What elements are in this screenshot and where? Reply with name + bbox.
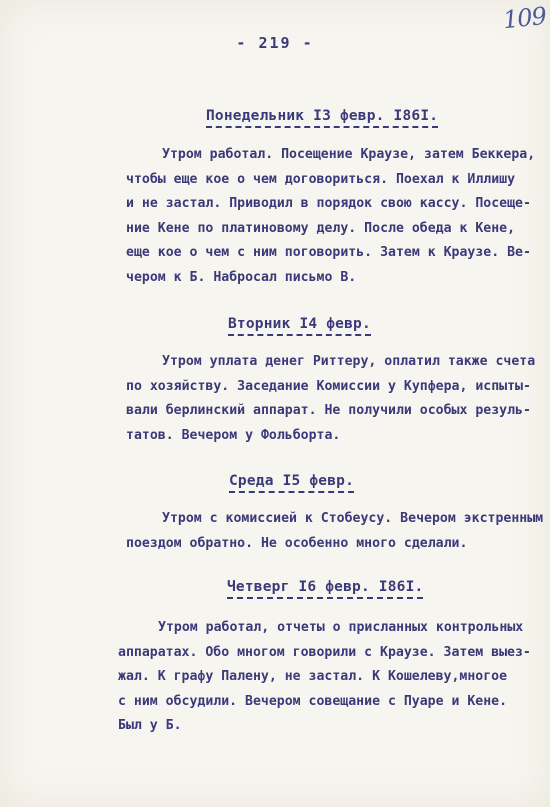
- text-line: Утром уплата денег Риттеру, оплатил также счета: [162, 354, 536, 369]
- entry-heading-tuesday: [228, 316, 371, 336]
- text-line: Был у Б.: [118, 718, 182, 734]
- entry-heading-wednesday: [229, 473, 354, 493]
- entry-heading-text: Среда I5 февр.: [229, 473, 355, 489]
- entry-text-wednesday: [126, 507, 543, 556]
- text-line: по хозяйству. Заседание Комиссии у Купфера, испыты-: [126, 378, 531, 394]
- entry-heading-text: Понедельник I3 февр. I86I.: [206, 108, 439, 124]
- text-line: чтобы еще кое о чем договориться. Поехал к Иллишу: [126, 171, 516, 187]
- heading-underline: [229, 491, 354, 493]
- text-line: с ним обсудили. Вечером совещание с Пуаре и Кене.: [118, 693, 508, 709]
- text-line: Утром с комиссией к Стобеусу. Вечером экстренным: [162, 511, 544, 526]
- text-line: жал. К графу Палену, не застал. К Кошелеву,многое: [118, 669, 508, 685]
- text-line: ние Кене по платиновому делу. После обеда к Кене,: [126, 220, 516, 236]
- text-line: татов. Вечером у Фольборта.: [126, 427, 341, 443]
- text-line: еще кое о чем с ним поговорить. Затем к Краузе. Ве-: [126, 245, 531, 261]
- heading-underline: [206, 126, 438, 128]
- page-number: - 219 -: [236, 34, 314, 52]
- text-line: поездом обратно. Не особенно много сделали.: [126, 535, 468, 551]
- heading-underline: [227, 597, 423, 599]
- entry-heading-text: Четверг I6 февр. I86I.: [227, 579, 424, 595]
- heading-underline: [228, 334, 371, 336]
- text-line: вали берлинский аппарат. Не получили особых резуль-: [126, 403, 531, 419]
- entry-text-monday: [126, 143, 535, 291]
- entry-text-thursday: [118, 616, 531, 739]
- entry-heading-thursday: [227, 579, 423, 599]
- archive-page-number: 109: [501, 1, 548, 35]
- text-line: Утром работал. Посещение Краузе, затем Беккера,: [162, 147, 536, 162]
- text-line: Утром работал, отчеты о присланных контрольных: [158, 620, 524, 635]
- entry-heading-monday: [206, 108, 438, 128]
- entry-text-tuesday: [126, 350, 535, 448]
- text-line: и не застал. Приводил в порядок свою кассу. Посеще-: [126, 196, 531, 212]
- text-line: чером к Б. Набросал письмо В.: [126, 269, 357, 285]
- entry-heading-text: Вторник I4 февр.: [228, 316, 371, 332]
- text-line: аппаратах. Обо многом говорили с Краузе. Затем выез-: [118, 644, 531, 660]
